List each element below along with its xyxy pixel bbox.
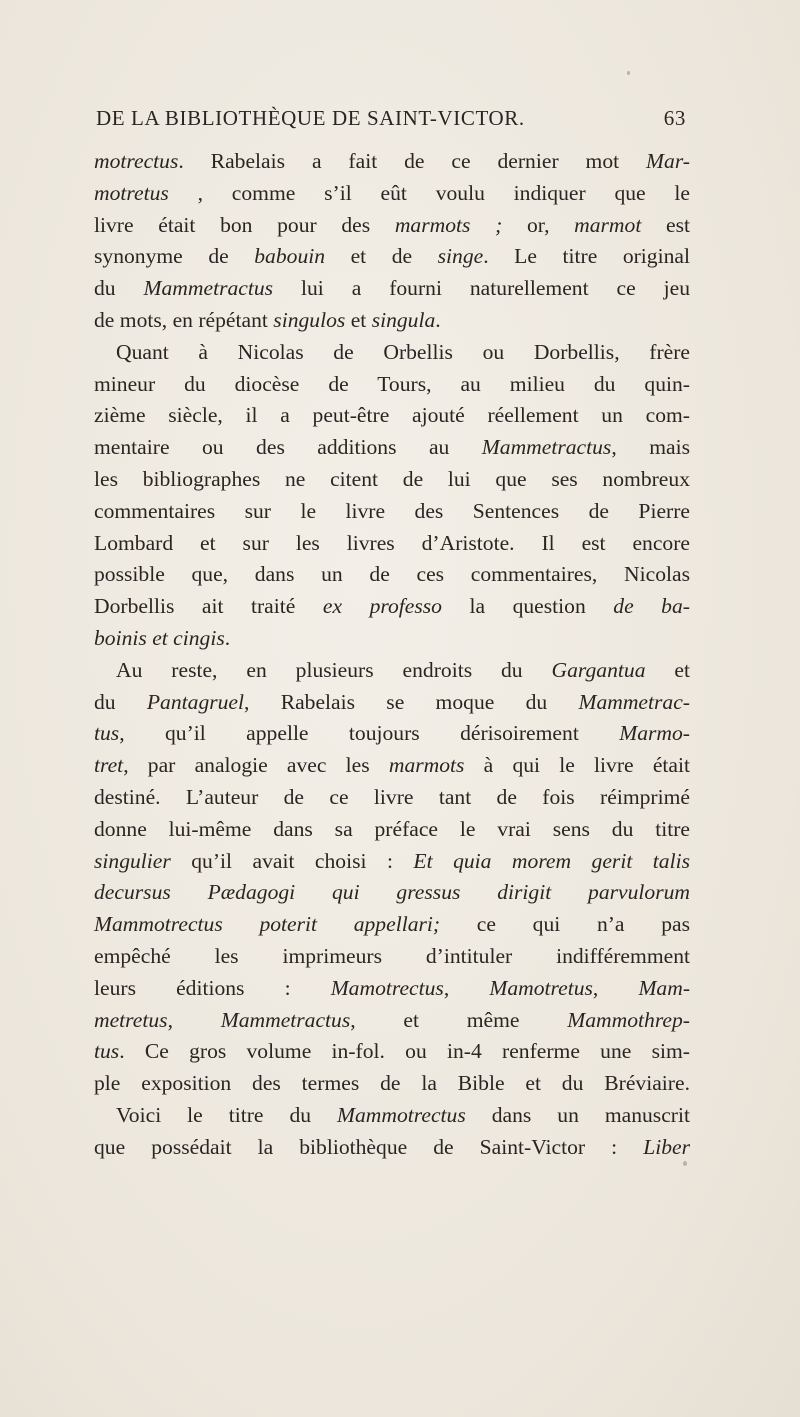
- text-run: à qui le livre était: [464, 753, 690, 778]
- text-run: qu’il avait choisi :: [170, 848, 414, 873]
- text-run: synonyme de: [94, 244, 255, 269]
- italic-text: Marmo-: [619, 721, 690, 746]
- text-run: zième siècle, il a peut-être ajouté réellement un com-: [94, 403, 690, 428]
- text-run: Quant à Nicolas de Orbellis ou Dorbellis, frère: [116, 339, 690, 364]
- text-line: [94, 464, 690, 496]
- text-run: ,: [443, 975, 490, 1000]
- italic-text: motrectus: [94, 149, 179, 173]
- text-run: du: [94, 276, 144, 301]
- text-run: . Le titre original: [483, 244, 690, 269]
- text-run: les bibliographes ne citent de lui que ses nombreux: [94, 466, 690, 491]
- text-run: , mais: [611, 435, 690, 460]
- text-line: [94, 305, 690, 337]
- italic-text: Mar-: [646, 149, 690, 173]
- text-run: , et même: [350, 1007, 568, 1032]
- text-line: [94, 655, 690, 687]
- text-run: Lombard et sur les livres d’Aristote. Il est encore: [94, 530, 690, 555]
- text-run: .: [435, 307, 441, 332]
- text-line: [94, 591, 690, 623]
- italic-text: Mammotrectus poterit appellari;: [94, 912, 441, 937]
- text-run: . Ce gros volume in-fol. ou in-4 renferme une sim-: [119, 1039, 690, 1064]
- italic-text: Mammetractus: [143, 276, 274, 301]
- text-line: [94, 369, 690, 401]
- italic-text: Pantagruel: [146, 689, 245, 714]
- text-run: et de: [325, 244, 438, 269]
- italic-text: tret: [94, 753, 124, 778]
- text-line: [94, 718, 690, 750]
- italic-text: Mamotretus: [489, 975, 593, 1000]
- text-run: la question: [441, 594, 614, 619]
- text-line: [94, 337, 690, 369]
- italic-text: boinis et cingis: [94, 625, 225, 650]
- italic-text: Mammetrac-: [578, 689, 690, 714]
- text-run: et: [345, 307, 372, 332]
- italic-text: marmots ;: [394, 212, 503, 237]
- text-line: [94, 559, 690, 591]
- text-run: leurs éditions :: [94, 975, 331, 1000]
- italic-text: babouin: [254, 244, 326, 269]
- text-run: ple exposition des termes de la Bible et du Bréviaire.: [94, 1071, 690, 1096]
- text-run: , Rabelais se moque du: [244, 689, 579, 714]
- italic-text: Mammotrectus: [337, 1102, 466, 1127]
- text-line: [94, 1100, 690, 1132]
- text-run: destiné. L’auteur de ce livre tant de fois réimprimé: [94, 784, 690, 809]
- text-run: Au reste, en plusieurs endroits du: [116, 657, 552, 682]
- italic-text: singula: [371, 307, 436, 332]
- italic-text: marmot: [574, 212, 642, 237]
- body-text: [94, 146, 690, 1164]
- running-header: [96, 106, 686, 140]
- text-line: [94, 1132, 690, 1164]
- text-run: or,: [502, 212, 575, 237]
- paper-speck: [627, 71, 630, 75]
- text-run: de mots, en répétant: [94, 307, 274, 332]
- text-line: [94, 1068, 690, 1100]
- text-line: [94, 146, 690, 178]
- text-run: mentaire ou des additions au: [94, 435, 482, 460]
- text-line: [94, 432, 690, 464]
- italic-text: Mammetractus: [220, 1007, 351, 1032]
- text-run: empêché les imprimeurs d’intituler indifféremment: [94, 943, 690, 968]
- text-line: [94, 877, 690, 909]
- italic-text: de ba-: [613, 594, 690, 619]
- text-run: et: [645, 657, 690, 682]
- italic-text: singe: [437, 244, 484, 269]
- italic-text: ex professo: [322, 594, 442, 619]
- italic-text: Mam-: [638, 975, 691, 1000]
- text-line: [94, 687, 690, 719]
- text-line: [94, 528, 690, 560]
- text-run: livre était bon pour des: [94, 212, 395, 237]
- text-run: mineur du diocèse de Tours, au milieu du quin-: [94, 371, 690, 396]
- italic-text: Et quia morem gerit talis: [413, 848, 690, 873]
- text-run: Dorbellis ait traité: [94, 594, 323, 619]
- italic-text: marmots: [388, 753, 465, 778]
- text-line: [94, 973, 690, 1005]
- text-run: ,: [592, 975, 639, 1000]
- text-line: [94, 750, 690, 782]
- text-line: [94, 1036, 690, 1068]
- italic-text: Liber: [643, 1134, 690, 1159]
- italic-text: singulier: [94, 848, 171, 873]
- italic-text: decursus Pædagogi qui gressus dirigit parvulorum: [94, 880, 690, 905]
- page-number: 63: [663, 106, 686, 130]
- italic-text: Mammetractus: [481, 435, 612, 460]
- italic-text: singulos: [273, 307, 346, 332]
- text-run: , comme s’il eût voulu indiquer que le: [168, 180, 690, 205]
- text-line: [94, 782, 690, 814]
- italic-text: Mammothrep-: [567, 1007, 690, 1032]
- text-line: [94, 178, 690, 210]
- text-run: est: [641, 212, 690, 237]
- text-run: , qu’il appelle toujours dérisoirement: [119, 721, 620, 746]
- text-line: [94, 846, 690, 878]
- text-run: dans un manuscrit: [465, 1102, 690, 1127]
- text-run: Voici le titre du: [116, 1102, 338, 1127]
- italic-text: Mamotrectus: [330, 975, 444, 1000]
- text-run: , par analogie avec les: [123, 753, 389, 778]
- italic-text: motretus: [94, 180, 169, 205]
- text-run: donne lui-même dans sa préface le vrai sens du titre: [94, 816, 690, 841]
- italic-text: metretus: [94, 1007, 168, 1032]
- text-run: commentaires sur le livre des Sentences de Pierre: [94, 498, 690, 523]
- text-run: . Rabelais a fait de ce dernier mot: [178, 149, 647, 173]
- text-line: [94, 623, 690, 655]
- text-line: [94, 273, 690, 305]
- text-line: [94, 241, 690, 273]
- text-run: .: [224, 625, 231, 650]
- text-line: [94, 400, 690, 432]
- text-line: [94, 210, 690, 242]
- text-line: [94, 941, 690, 973]
- text-run: lui a fourni naturellement ce jeu: [273, 276, 690, 301]
- text-run: ,: [167, 1007, 221, 1032]
- text-run: du: [94, 689, 147, 714]
- text-line: [94, 909, 690, 941]
- italic-text: Gargantua: [551, 657, 646, 682]
- text-line: [94, 814, 690, 846]
- text-line: [94, 1005, 690, 1037]
- text-run: possible que, dans un de ces commentaires, Nicolas: [94, 562, 690, 587]
- italic-text: tus: [94, 721, 120, 746]
- italic-text: tus: [94, 1039, 120, 1064]
- header-title: DE LA BIBLIOTHÈQUE DE SAINT-VICTOR.: [96, 106, 525, 130]
- text-line: [94, 496, 690, 528]
- text-run: que possédait la bibliothèque de Saint-Victor :: [94, 1134, 644, 1159]
- text-run: ce qui n’a pas: [440, 912, 691, 937]
